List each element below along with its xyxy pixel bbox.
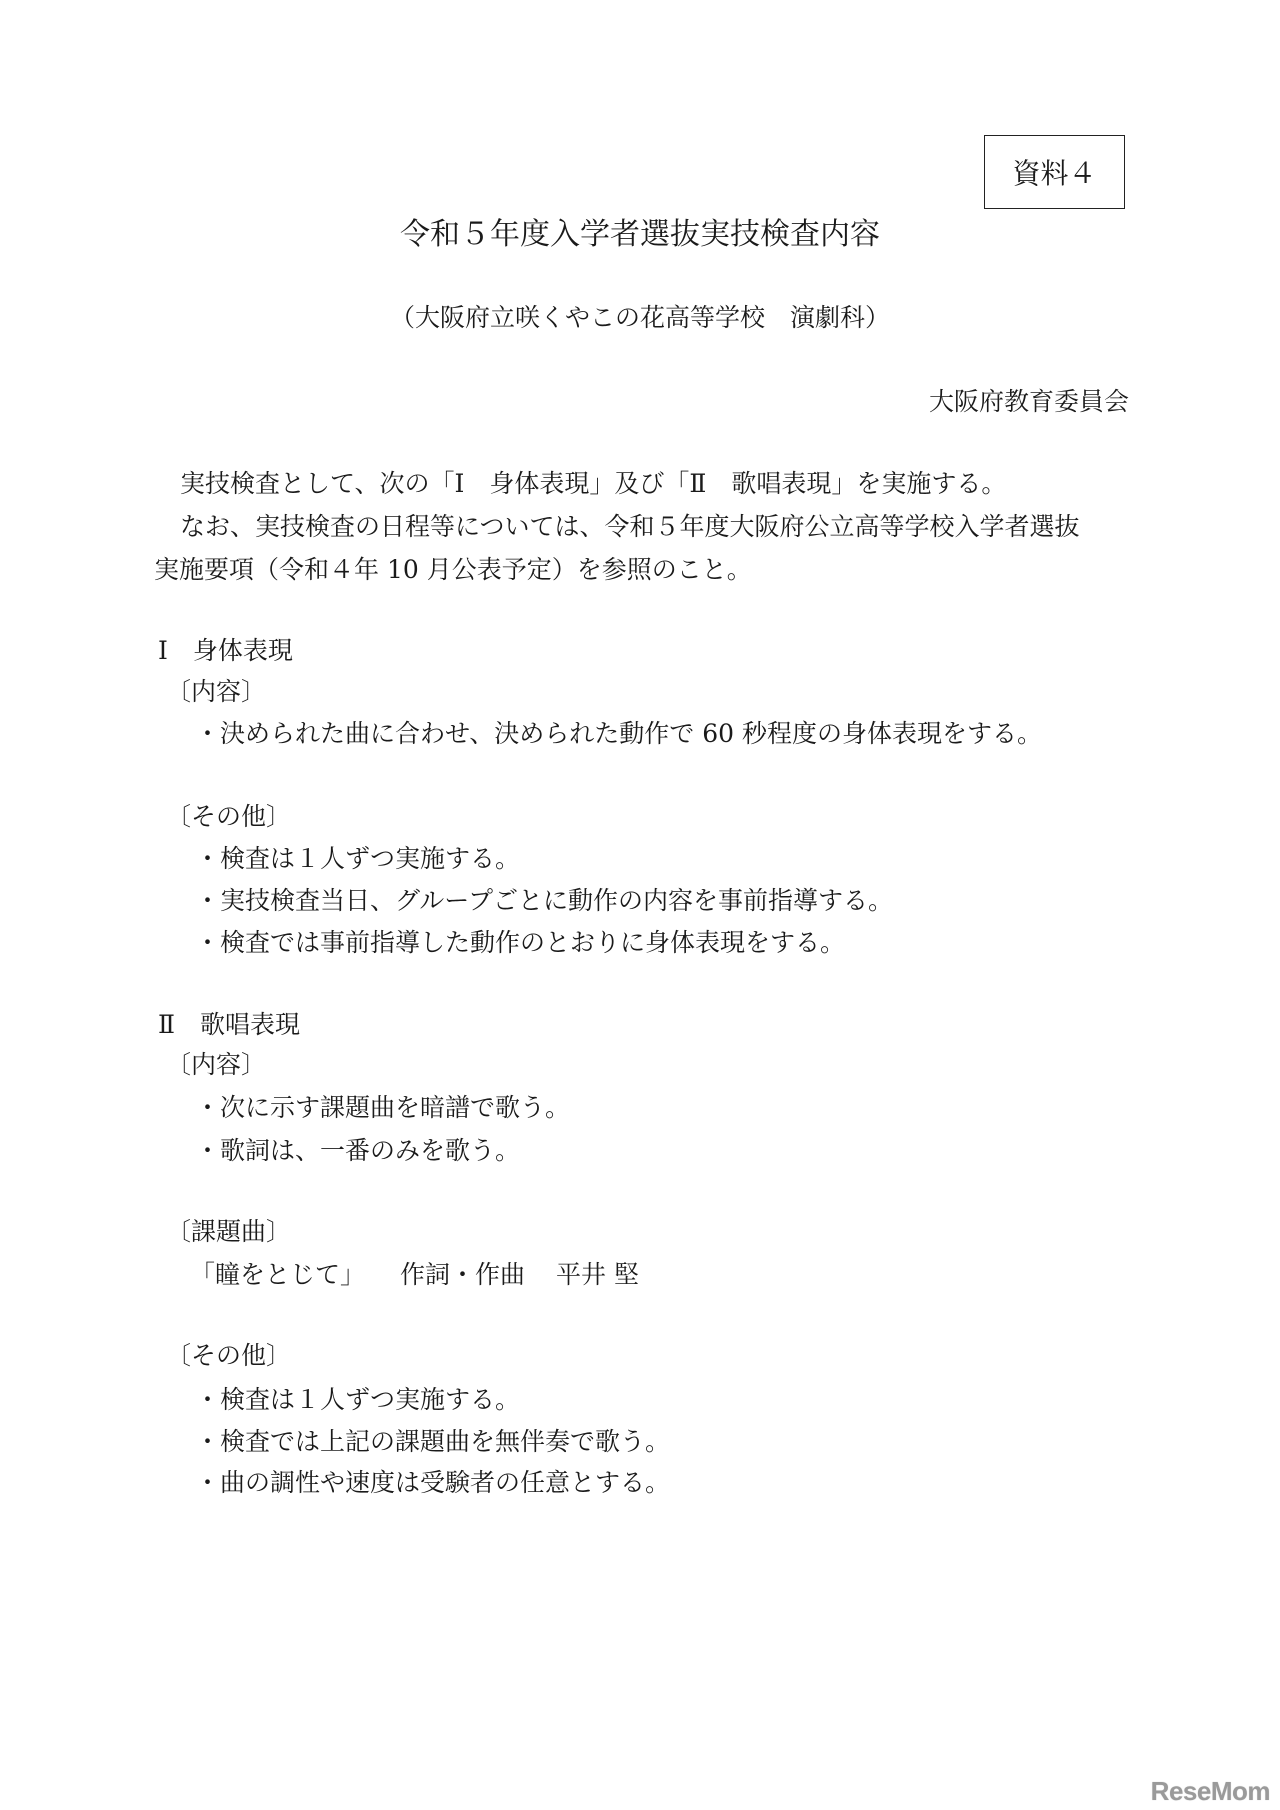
section-1-heading: Ⅰ 身体表現 <box>158 636 293 665</box>
watermark-logo: ReseMom <box>1150 1776 1270 1806</box>
section-1-other-item: ・検査では事前指導した動作のとおりに身体表現をする。 <box>195 928 846 957</box>
section-1-content-label: 〔内容〕 <box>166 677 267 706</box>
section-1-content-item: ・決められた曲に合わせ、決められた動作で 60 秒程度の身体表現をする。 <box>195 719 1042 748</box>
document-number-badge: 資料４ <box>984 135 1125 209</box>
section-2-song-label: 〔課題曲〕 <box>166 1217 292 1246</box>
song-title: 「瞳をとじて」 <box>190 1260 366 1289</box>
section-1-other-item: ・実技検査当日、グループごとに動作の内容を事前指導する。 <box>195 886 894 915</box>
section-2-other-item: ・曲の調性や速度は受験者の任意とする。 <box>195 1468 671 1497</box>
intro-line-3: 実施要項（令和４年 10 月公表予定）を参照のこと。 <box>154 555 752 584</box>
section-1-other-label: 〔その他〕 <box>166 802 292 831</box>
song-credit-label: 作詞・作曲 <box>400 1260 526 1289</box>
section-2-other-item: ・検査は１人ずつ実施する。 <box>195 1385 521 1414</box>
section-1-other-item: ・検査は１人ずつ実施する。 <box>195 844 521 873</box>
section-2-content-item: ・次に示す課題曲を暗譜で歌う。 <box>195 1093 571 1122</box>
song-artist: 平井 堅 <box>556 1260 639 1289</box>
intro-line-1: 実技検査として、次の「Ⅰ 身体表現」及び「Ⅱ 歌唱表現」を実施する。 <box>180 469 1007 498</box>
issuer-name: 大阪府教育委員会 <box>928 387 1129 416</box>
section-2-content-label: 〔内容〕 <box>166 1050 267 1079</box>
section-2-other-label: 〔その他〕 <box>166 1341 292 1370</box>
document-title: 令和５年度入学者選抜実技検査内容 <box>400 217 880 252</box>
document-subtitle: （大阪府立咲くやこの花高等学校 演劇科） <box>389 303 890 332</box>
section-2-heading: Ⅱ 歌唱表現 <box>158 1010 300 1039</box>
section-2-content-item: ・歌詞は、一番のみを歌う。 <box>195 1136 521 1165</box>
intro-line-2: なお、実技検査の日程等については、令和５年度大阪府公立高等学校入学者選抜 <box>180 512 1080 541</box>
section-2-other-item: ・検査では上記の課題曲を無伴奏で歌う。 <box>195 1427 671 1456</box>
